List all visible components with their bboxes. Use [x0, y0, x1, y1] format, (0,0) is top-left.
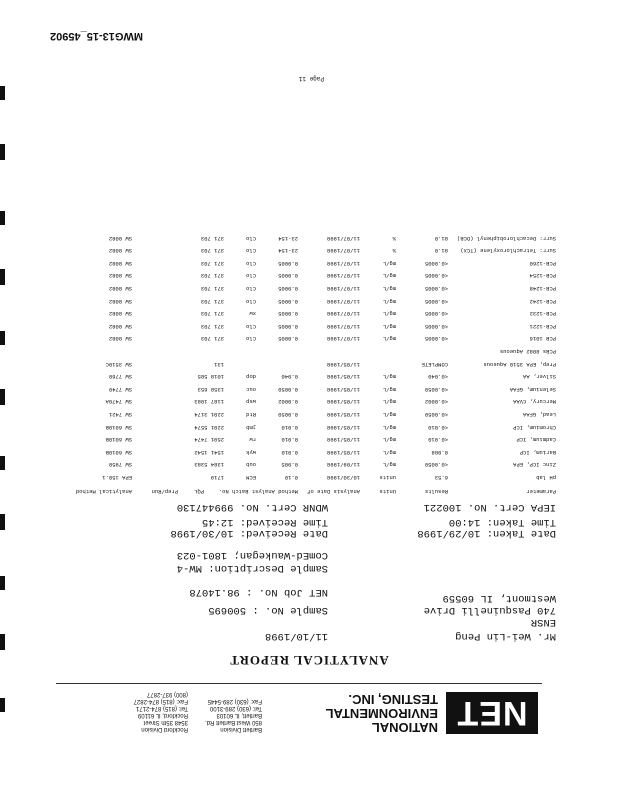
col-parameter: Parameter — [526, 488, 556, 495]
cell-result: <0.0050 — [424, 461, 448, 469]
cell-result: <0.0005 — [424, 322, 448, 330]
cell-parameter: Surr: Tetrachloroxylene (TCX) — [460, 247, 556, 255]
cell-parameter: Lead, GFAA — [522, 411, 556, 418]
cell-analyst: jmb — [246, 423, 256, 431]
scan-edge-mark — [0, 86, 5, 100]
cell-method: SW 8082 — [108, 297, 132, 305]
cell-units: % — [392, 234, 396, 242]
cell-method-value: 0.0050 — [278, 411, 298, 418]
cell-batch: 1018 585 — [197, 373, 224, 381]
col-method: Analytical Method — [75, 488, 132, 495]
scan-edge-mark — [0, 576, 5, 590]
page-number: Page 11 — [298, 75, 324, 82]
cell-analysis-date: 11/05/1998 — [326, 360, 360, 368]
rockford-line: Tel: (815) 874-2171 — [135, 705, 188, 711]
cell-analysis-date: 11/05/1998 — [326, 423, 360, 431]
cell-batch: 371 703 — [200, 335, 224, 343]
rockford-line: Rockford, IL 61109 — [137, 712, 188, 718]
cell-method-value: 0.0005 — [278, 310, 298, 318]
table-row — [76, 322, 556, 330]
table-row — [76, 334, 556, 342]
cell-analysis-date: 10/30/1998 — [326, 474, 360, 481]
cell-analysis-date: 11/07/1998 — [326, 297, 360, 305]
cell-method: EPA 150.1 — [102, 474, 132, 481]
cell-analyst: rw — [249, 436, 256, 444]
col-results: Results — [424, 488, 448, 495]
cell-method-value: 0.0005 — [278, 285, 298, 292]
cell-result: <0.010 — [428, 436, 448, 444]
sample-no: Sample No. : 500695 — [208, 604, 328, 616]
cell-method-value: 0.040 — [281, 373, 298, 381]
cell-units: mg/L — [382, 297, 396, 305]
cell-units: mg/L — [382, 310, 396, 318]
cell-result: <0.040 — [428, 373, 448, 381]
cell-analyst: wsp — [246, 398, 256, 406]
table-row — [76, 448, 556, 456]
cell-result: <0.0050 — [424, 411, 448, 418]
cell-method-value: 0.0005 — [278, 322, 298, 330]
cell-analysis-date: 11/07/1998 — [326, 285, 360, 292]
recipient-address: 740 Pasquinelli Drive — [423, 604, 556, 616]
cell-result: <0.0005 — [424, 259, 448, 267]
cell-analyst: ouc — [246, 385, 256, 393]
cell-method: SW 6010B — [105, 436, 132, 444]
cell-analyst: oub — [246, 461, 256, 469]
time-received: Time Received: 12:45 — [201, 516, 328, 528]
rockford-division — [134, 690, 188, 732]
cell-batch: 1719 — [210, 474, 224, 481]
cell-batch: 371 703 — [200, 322, 224, 330]
cell-units: mg/L — [382, 461, 396, 469]
cell-analysis-date: 11/07/1998 — [326, 234, 360, 242]
cell-units: mg/L — [382, 385, 396, 393]
rockford-line: Fax: (815) 874-2827 — [133, 698, 188, 704]
cell-method: SW 8082 — [108, 285, 132, 292]
cell-batch: 371 703 — [200, 247, 224, 255]
cell-parameter: Selenium, GFAA — [509, 385, 556, 393]
col-method-analyst: Method Analyst Batch No. — [218, 488, 298, 495]
cell-method-value: 0.0005 — [278, 259, 298, 267]
cell-batch: 2201 5574 — [194, 423, 224, 431]
scan-edge-mark — [0, 634, 5, 650]
cell-method: SW 7740 — [108, 385, 132, 393]
recipient: Mr. Wei-Lin Peng — [455, 630, 556, 642]
cell-batch: 1384 5383 — [194, 461, 224, 469]
cell-result: <0.0005 — [424, 272, 448, 280]
cell-method-value: 0.0005 — [278, 335, 298, 343]
cell-method: SW 7470A — [105, 398, 132, 406]
results-table — [76, 225, 556, 495]
iepa-cert: IEPA Cert. No. 100221 — [423, 501, 556, 513]
cell-units: mg/L — [382, 259, 396, 267]
cell-analyst: dop — [246, 373, 256, 381]
bartlett-line: Tel: (630) 289-3100 — [209, 705, 262, 711]
cell-method: SW 3510C — [105, 360, 132, 368]
cell-method: SW 7760 — [108, 373, 132, 381]
cell-units: mg/L — [382, 335, 396, 343]
cell-analysis-date: 11/07/1998 — [326, 335, 360, 343]
cell-method: SW 8082 — [108, 335, 132, 343]
wdnr-cert: WDNR Cert. No. 999447130 — [176, 501, 328, 513]
sample-site: ComEd-Waukegan; 1801-023 — [176, 549, 328, 561]
document-id: MWG13-15_45902 — [50, 30, 143, 42]
cell-analyst: Clo — [246, 234, 256, 242]
cell-batch: 371 703 — [200, 285, 224, 292]
cell-result: <0.010 — [428, 423, 448, 431]
cell-analysis-date: 11/05/1998 — [326, 373, 360, 381]
table-row — [76, 397, 556, 405]
cell-units: mg/L — [382, 411, 396, 418]
table-row — [76, 372, 556, 380]
cell-parameter: PCB-1242 — [529, 297, 556, 305]
cell-analysis-date: 11/07/1998 — [326, 322, 360, 330]
date-received: Date Received: 10/30/1998 — [170, 527, 328, 539]
cell-method-value: 0.0005 — [278, 297, 298, 305]
cell-parameter: Zinc ICP, EPA — [513, 461, 556, 469]
cell-analysis-date: 11/07/1998 — [326, 310, 360, 318]
cell-method: SW 8082 — [108, 310, 132, 318]
cell-result: <0.0002 — [424, 398, 448, 406]
cell-analyst: Clo — [246, 259, 256, 267]
cell-analyst: ECM — [246, 474, 256, 481]
table-row — [76, 360, 556, 368]
company-name — [326, 692, 438, 734]
cell-method-value: 0.0050 — [278, 385, 298, 393]
cell-parameter: PCB-1232 — [529, 310, 556, 318]
cell-batch: 1358 653 — [197, 385, 224, 393]
cell-method: SW 8082 — [108, 259, 132, 267]
col-prep-run: Prep/Run — [151, 488, 178, 495]
cell-result: <0.0050 — [424, 385, 448, 393]
cell-analysis-date: 11/09/1998 — [326, 461, 360, 469]
cell-analysis-date: 11/07/1998 — [326, 259, 360, 267]
col-units: Units — [379, 488, 396, 495]
scan-edge-mark — [0, 331, 5, 345]
header-divider — [56, 683, 542, 684]
cell-method: SW 8082 — [108, 247, 132, 255]
rockford-line: Rockford Division — [141, 726, 188, 732]
cell-units: mg/L — [382, 322, 396, 330]
cell-units: mg/L — [382, 448, 396, 456]
cell-batch: 131 — [214, 360, 224, 368]
bartlett-division — [205, 697, 262, 732]
cell-result: 6.53 — [434, 474, 448, 481]
cell-result: 0.088 — [431, 448, 448, 456]
cell-batch: 1187 1083 — [194, 398, 224, 406]
table-row — [76, 410, 556, 418]
cell-parameter: Mercury, CVAA — [513, 398, 556, 406]
company-line-1: NATIONAL — [371, 720, 438, 735]
cell-method-value: 0.0005 — [278, 272, 298, 280]
cell-method-value: 0.10 — [284, 474, 298, 481]
cell-result: <0.0005 — [424, 335, 448, 343]
cell-method-value: 23-154 — [278, 247, 298, 255]
net-job-no: NET Job No. : 98.14078 — [189, 586, 328, 598]
table-row — [76, 309, 556, 317]
cell-batch: 371 703 — [200, 234, 224, 242]
cell-analysis-date: 11/05/1998 — [326, 448, 360, 456]
cell-units: mg/L — [382, 423, 396, 431]
cell-units: % — [392, 247, 396, 255]
cell-batch: 371 703 — [200, 272, 224, 280]
cell-method-value: 0.010 — [281, 436, 298, 444]
cell-analyst: Clo — [246, 322, 256, 330]
bartlett-line: 850 West Bartlett Rd. — [205, 719, 262, 725]
cell-units: units — [379, 474, 396, 481]
cell-analysis-date: 11/05/1998 — [326, 398, 360, 406]
cell-units: mg/L — [382, 272, 396, 280]
table-row — [76, 246, 556, 254]
scan-edge-mark — [0, 698, 5, 712]
cell-analyst: wyk — [246, 448, 256, 456]
cell-method-value: 0.010 — [281, 448, 298, 456]
company-line-2: ENVIRONMENTAL — [325, 706, 438, 721]
cell-analyst: Clo — [246, 285, 256, 292]
cell-parameter: Surr: Decachlorobiphenyl (DCB) — [456, 234, 556, 242]
cell-parameter: PCB-1254 — [529, 272, 556, 280]
table-row — [76, 435, 556, 443]
table-row — [76, 234, 556, 242]
table-header-row — [76, 487, 556, 495]
col-pql: PQL — [194, 488, 204, 495]
sample-description: Sample Description: MW-4 — [176, 562, 328, 574]
date-taken: Date Taken: 10/29/1998 — [417, 527, 556, 539]
cell-units: mg/L — [382, 398, 396, 406]
table-row — [76, 385, 556, 393]
bartlett-line: Bartlett, IL 60103 — [216, 712, 262, 718]
table-row — [76, 473, 556, 481]
cell-analysis-date: 11/07/1998 — [326, 247, 360, 255]
cell-method: SW 7421 — [108, 411, 132, 418]
cell-analyst: Clo — [246, 297, 256, 305]
scan-edge-mark — [0, 269, 5, 285]
cell-method-value: 0.0002 — [278, 398, 298, 406]
cell-units: mg/L — [382, 373, 396, 381]
report-date: 11/10/1998 — [264, 630, 328, 642]
cell-result: <0.0005 — [424, 310, 448, 318]
cell-parameter: pH lab — [536, 474, 556, 481]
cell-method: SW 6010B — [105, 423, 132, 431]
cell-method-value: 23-154 — [278, 234, 298, 242]
table-row — [76, 460, 556, 468]
cell-method-value: 0.005 — [281, 461, 298, 469]
bartlett-line: Bartlett Division — [220, 726, 262, 732]
recipient-city: Westmont, IL 60559 — [442, 592, 556, 604]
cell-parameter: Prep, EPA 3510 Aqueous — [483, 360, 556, 368]
cell-parameter: PCB-1221 — [529, 322, 556, 330]
scan-edge-mark — [0, 514, 5, 530]
cell-parameter: Silver, AA — [522, 373, 556, 381]
cell-analysis-date: 11/05/1998 — [326, 436, 360, 444]
cell-parameter: Barium, ICP — [519, 448, 556, 456]
rockford-line: (800) 937-2877 — [146, 691, 188, 697]
cell-parameter: PCBs 8082 Aqueous — [499, 348, 556, 355]
cell-batch: 371 703 — [200, 297, 224, 305]
cell-method: SW 8082 — [108, 234, 132, 242]
bartlett-line: Fax: (630) 289-5445 — [207, 698, 262, 704]
cell-batch: 371 703 — [200, 310, 224, 318]
cell-parameter: Cadmium, ICP — [516, 436, 556, 444]
scan-edge-mark — [0, 456, 5, 470]
cell-batch: 371 703 — [200, 259, 224, 267]
col-analysis-date: Analysis Date of — [307, 488, 360, 495]
cell-method: SW 8082 — [108, 272, 132, 280]
cell-units: mg/L — [382, 285, 396, 292]
table-row — [76, 423, 556, 431]
table-row — [76, 297, 556, 305]
cell-parameter: PCB-1248 — [529, 285, 556, 292]
table-row — [76, 271, 556, 279]
cell-batch: 1541 1542 — [194, 448, 224, 456]
report-title: ANALYTICAL REPORT — [229, 653, 389, 668]
cell-method: SW 6010B — [105, 448, 132, 456]
table-row — [76, 347, 556, 355]
cell-analyst: Clo — [246, 335, 256, 343]
cell-result: <0.0005 — [424, 297, 448, 305]
cell-analysis-date: 11/05/1998 — [326, 385, 360, 393]
cell-method: SW 8082 — [108, 322, 132, 330]
cell-batch: 2591 7474 — [194, 436, 224, 444]
cell-analyst: Clo — [246, 272, 256, 280]
cell-method: SW 7950 — [108, 461, 132, 469]
cell-batch: 2201 3174 — [194, 411, 224, 418]
cell-parameter: PCB-1260 — [529, 259, 556, 267]
scan-edge-mark — [0, 211, 5, 225]
cell-result: 81.0 — [434, 247, 448, 255]
cell-parameter: PCB 1016 — [529, 335, 556, 343]
cell-analyst: Clo — [246, 247, 256, 255]
time-taken: Time Taken: 14:00 — [448, 516, 556, 528]
cell-analysis-date: 11/05/1998 — [326, 411, 360, 418]
cell-analyst: Rtd — [246, 411, 256, 418]
scan-edge-mark — [0, 389, 5, 405]
cell-method-value: 0.010 — [281, 423, 298, 431]
cell-analysis-date: 11/07/1998 — [326, 272, 360, 280]
scan-edge-mark — [0, 144, 5, 160]
net-logo: NET — [446, 692, 538, 734]
cell-analyst: xw — [249, 310, 256, 318]
recipient-org: ENSR — [530, 616, 556, 628]
table-row — [76, 259, 556, 267]
cell-result: COMPLETE — [421, 360, 448, 368]
cell-result: 81.0 — [434, 234, 448, 242]
company-line-3: TESTING, INC. — [348, 692, 438, 707]
table-row — [76, 284, 556, 292]
cell-units: mg/L — [382, 436, 396, 444]
rockford-line: 3548 35th Street — [143, 719, 188, 725]
cell-parameter: Chromium, ICP — [513, 423, 556, 431]
cell-result: <0.0005 — [424, 285, 448, 292]
